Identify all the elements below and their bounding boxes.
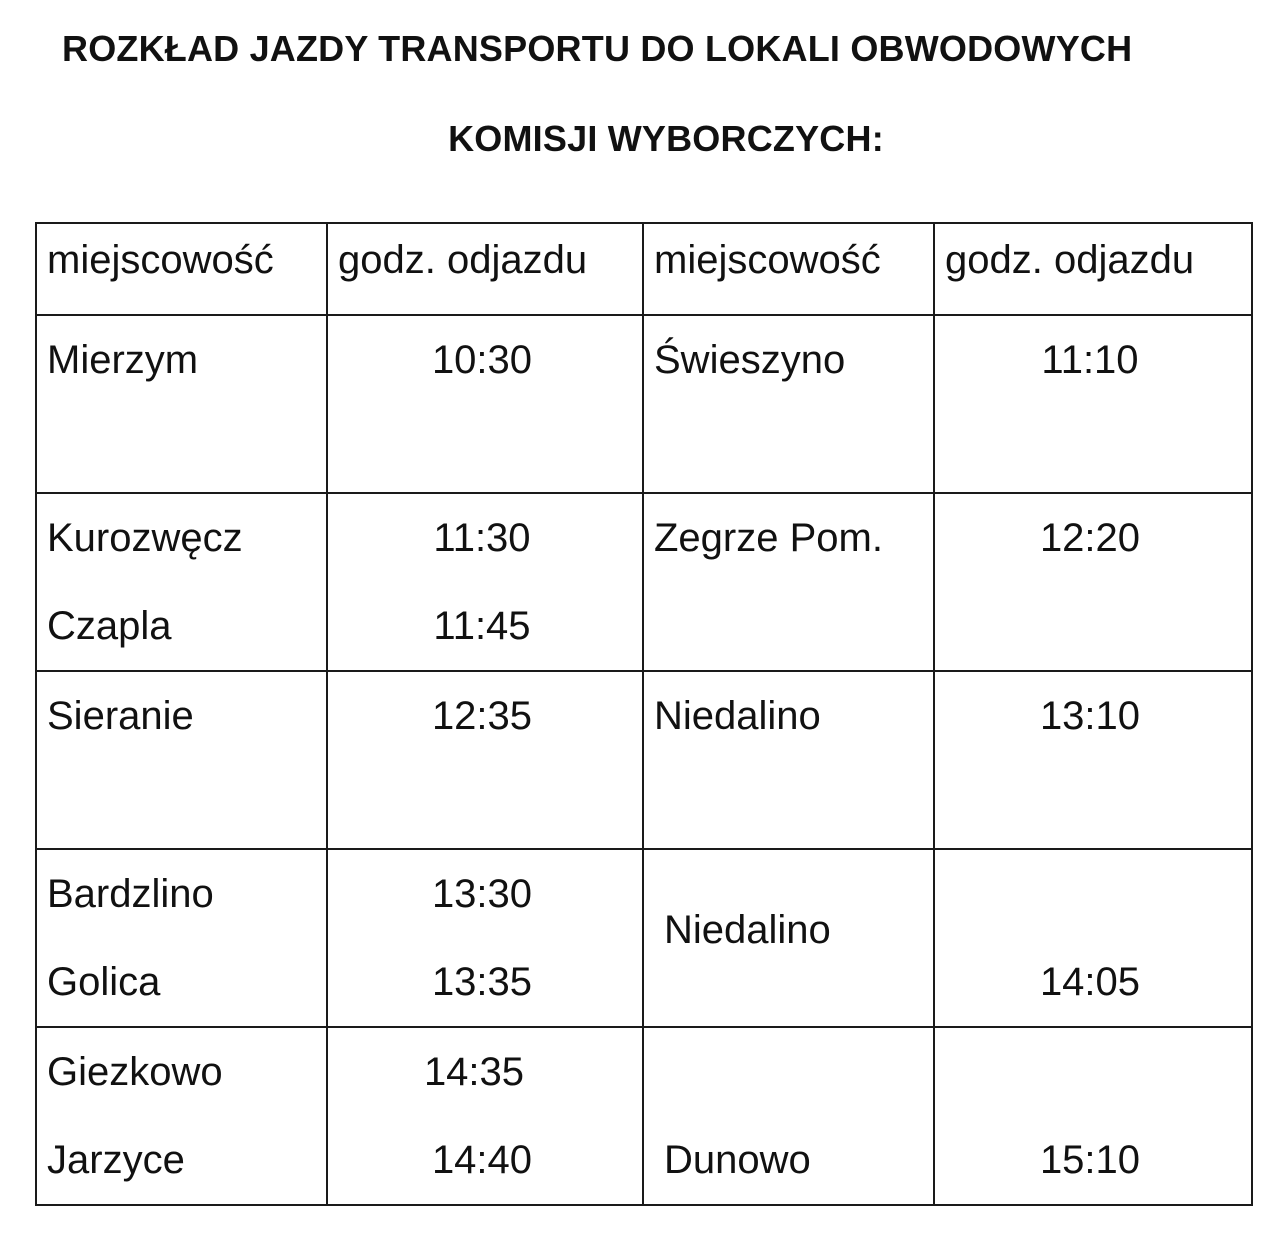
departure-time: 13:30 [431,872,533,916]
departure-time: 12:35 [431,694,533,738]
header-cell [643,223,934,315]
departure-time: 14:35 [423,1050,525,1094]
table-header-row [36,223,1252,315]
place-cell [643,1027,934,1205]
place-name: Czapla [47,604,172,648]
place-cell [643,849,934,1027]
place-name: Zegrze Pom. [654,516,883,560]
place-cell [36,493,327,671]
time-cell [327,1027,643,1205]
place-name: Kurozwęcz [47,516,243,560]
departure-time: 11:30 [433,516,531,560]
place-cell [643,671,934,849]
place-cell [643,493,934,671]
place-name: Bardzlino [47,872,214,916]
departure-time: 13:10 [1039,694,1141,738]
place-cell [643,315,934,493]
time-cell [934,671,1252,849]
table-row [36,315,1252,493]
departure-time: 11:45 [433,604,531,648]
document-subtitle: KOMISJI WYBORCZYCH: [448,118,884,159]
document-title: ROZKŁAD JAZDY TRANSPORTU DO LOKALI OBWODOWYCH [62,28,1133,69]
place-name: Niedalino [664,908,831,952]
departure-time: 14:05 [1039,960,1141,1004]
departure-time: 11:10 [1041,338,1139,382]
time-cell [327,849,643,1027]
departure-time: 13:35 [431,960,533,1004]
place-name: Dunowo [664,1138,811,1182]
place-name: Mierzym [47,338,199,382]
table-row [36,493,1252,671]
place-cell [36,671,327,849]
place-name: Świeszyno [654,338,846,382]
place-name: Sieranie [47,694,194,738]
table-row [36,1027,1252,1205]
place-name: Giezkowo [47,1050,223,1094]
header-place-left: miejscowość [47,238,274,282]
header-cell [36,223,327,315]
table-row [36,849,1252,1027]
header-time-right: godz. odjazdu [945,238,1195,282]
place-name: Niedalino [654,694,821,738]
departure-time: 14:40 [431,1138,533,1182]
time-cell [327,671,643,849]
header-cell [327,223,643,315]
place-cell [36,849,327,1027]
time-cell [934,1027,1252,1205]
time-cell [934,315,1252,493]
departure-time: 10:30 [431,338,533,382]
place-name: Jarzyce [47,1138,185,1182]
header-cell [934,223,1252,315]
header-time-left: godz. odjazdu [338,238,588,282]
header-place-right: miejscowość [654,238,881,282]
departure-time: 15:10 [1039,1138,1141,1182]
time-cell [934,493,1252,671]
departure-time: 12:20 [1039,516,1141,560]
schedule-table [35,222,1253,1206]
place-cell [36,315,327,493]
time-cell [327,493,643,671]
time-cell [327,315,643,493]
table-row [36,671,1252,849]
place-name: Golica [47,960,161,1004]
time-cell [934,849,1252,1027]
place-cell [36,1027,327,1205]
